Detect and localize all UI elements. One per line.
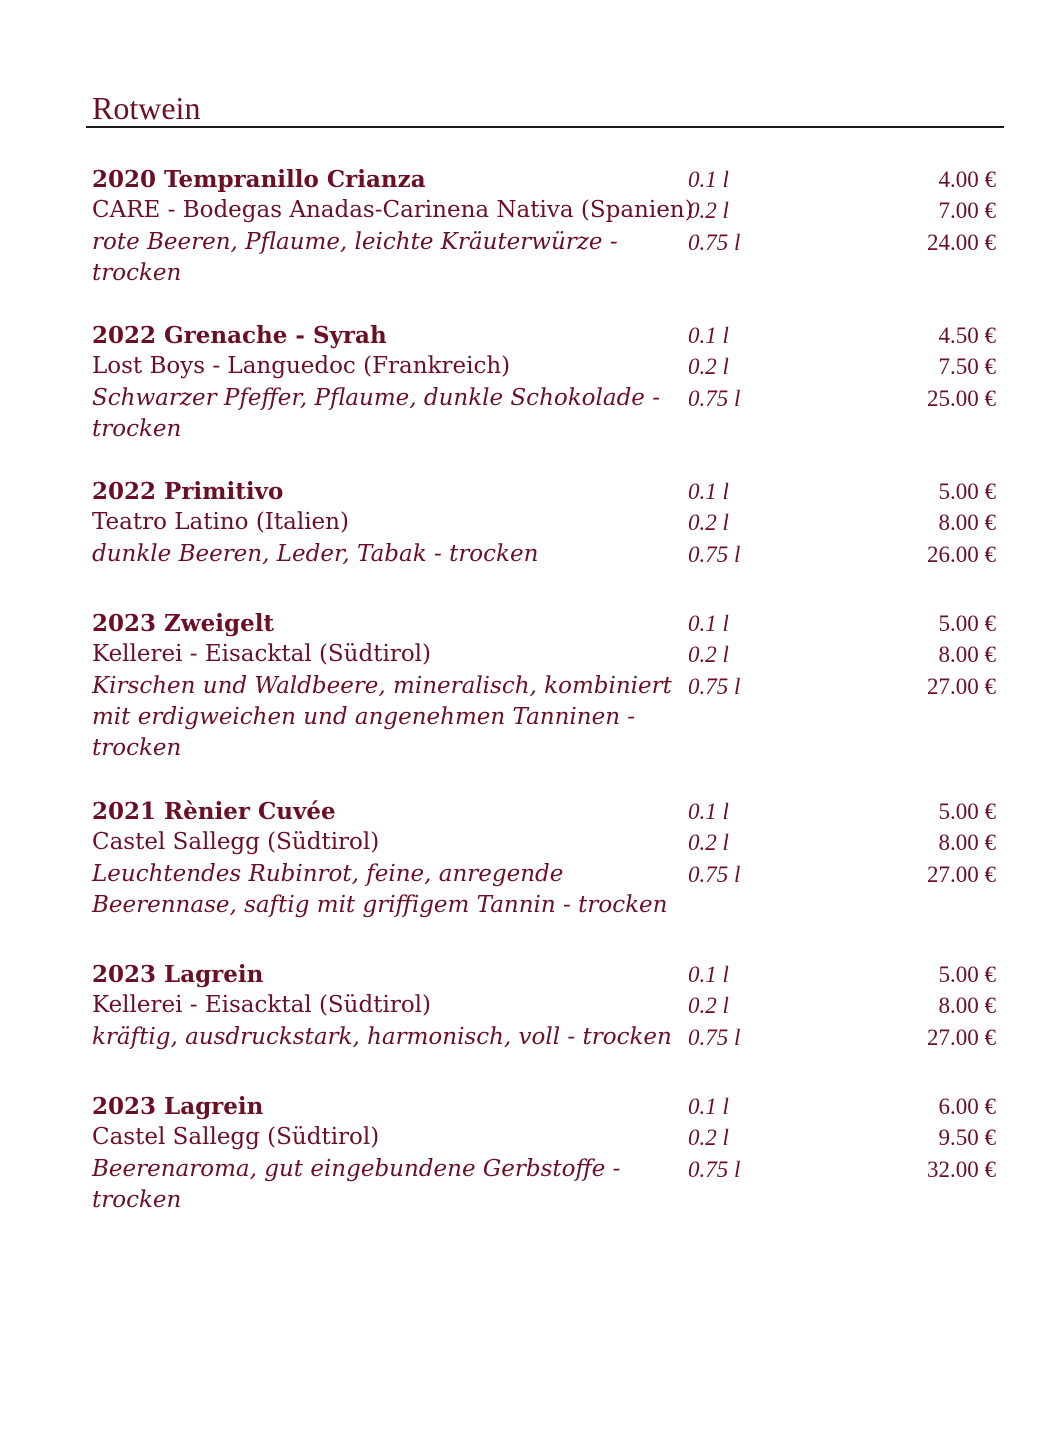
wine-sizes <box>688 796 740 890</box>
price-bottle: 27.00 € <box>927 1024 996 1050</box>
price-small: 5.00 € <box>938 962 996 987</box>
wine-entry <box>92 1091 1004 1247</box>
size-bottle: 0.75 l <box>688 861 741 887</box>
wine-prices <box>927 959 996 1053</box>
wine-entry <box>92 796 1004 959</box>
size-bottle: 0.75 l <box>688 541 741 567</box>
wine-prices <box>927 796 996 890</box>
price-small: 4.00 € <box>938 167 996 192</box>
size-small: 0.1 l <box>688 962 729 987</box>
size-bottle: 0.75 l <box>688 1156 741 1182</box>
price-medium: 8.00 € <box>938 993 996 1019</box>
size-medium: 0.2 l <box>688 1125 729 1151</box>
price-small: 5.00 € <box>938 479 996 504</box>
wine-description: Beerenaroma, gut eingebundene Gerbstoffe - trocken <box>92 1156 621 1213</box>
size-small: 0.1 l <box>688 1094 729 1119</box>
size-medium: 0.2 l <box>688 354 729 380</box>
wine-list <box>92 164 1004 1247</box>
wine-producer: Castel Sallegg (Südtirol) <box>92 1124 380 1150</box>
size-bottle: 0.75 l <box>688 385 741 411</box>
size-medium: 0.2 l <box>688 510 729 536</box>
wine-producer: CARE - Bodegas Anadas-Carinena Nativa (Spanien) <box>92 197 694 223</box>
wine-name: 2023 Zweigelt <box>92 610 275 637</box>
wine-sizes <box>688 164 740 258</box>
wine-prices <box>927 320 996 414</box>
wine-producer: Kellerei - Eisacktal (Südtirol) <box>92 641 431 667</box>
page-title: Rotwein <box>92 90 201 126</box>
wine-sizes <box>688 320 740 414</box>
price-bottle: 24.00 € <box>927 229 996 255</box>
size-small: 0.1 l <box>688 799 729 824</box>
wine-description: kräftig, ausdruckstark, harmonisch, voll - trocken <box>92 1024 672 1050</box>
wine-entry <box>92 608 1004 796</box>
size-small: 0.1 l <box>688 323 729 348</box>
size-bottle: 0.75 l <box>688 673 741 699</box>
price-bottle: 32.00 € <box>927 1156 996 1182</box>
wine-description: rote Beeren, Pflaume, leichte Kräuterwürze - trocken <box>92 229 618 286</box>
wine-description: Kirschen und Waldbeere, mineralisch, kombiniert mit erdigweichen und angenehmen Tanninen - trocken <box>92 673 672 761</box>
size-bottle: 0.75 l <box>688 229 741 255</box>
wine-prices <box>927 1091 996 1185</box>
wine-description: Schwarzer Pfeffer, Pflaume, dunkle Schokolade - trocken <box>92 385 660 442</box>
price-medium: 9.50 € <box>938 1125 996 1151</box>
wine-name: 2023 Lagrein <box>92 961 264 988</box>
wine-producer: Lost Boys - Languedoc (Frankreich) <box>92 353 511 379</box>
wine-prices <box>927 608 996 702</box>
wine-sizes <box>688 959 740 1053</box>
price-bottle: 27.00 € <box>927 673 996 699</box>
wine-entry <box>92 476 1004 608</box>
size-medium: 0.2 l <box>688 642 729 668</box>
wine-description: dunkle Beeren, Leder, Tabak - trocken <box>92 541 539 567</box>
price-small: 4.50 € <box>938 323 996 348</box>
price-small: 6.00 € <box>938 1094 996 1119</box>
wine-producer: Kellerei - Eisacktal (Südtirol) <box>92 992 431 1018</box>
wine-prices <box>927 476 996 570</box>
size-medium: 0.2 l <box>688 198 729 224</box>
wine-name: 2022 Primitivo <box>92 478 284 505</box>
title-divider <box>86 126 1004 128</box>
wine-producer: Teatro Latino (Italien) <box>92 509 349 535</box>
price-bottle: 27.00 € <box>927 861 996 887</box>
wine-name: 2021 Rènier Cuvée <box>92 798 336 825</box>
size-medium: 0.2 l <box>688 830 729 856</box>
price-bottle: 26.00 € <box>927 541 996 567</box>
wine-entry <box>92 320 1004 476</box>
wine-entry <box>92 164 1004 320</box>
size-medium: 0.2 l <box>688 993 729 1019</box>
size-small: 0.1 l <box>688 167 729 192</box>
wine-name: 2020 Tempranillo Crianza <box>92 166 426 193</box>
price-medium: 8.00 € <box>938 642 996 668</box>
wine-entry <box>92 959 1004 1091</box>
size-bottle: 0.75 l <box>688 1024 741 1050</box>
price-medium: 7.00 € <box>938 198 996 224</box>
price-small: 5.00 € <box>938 799 996 824</box>
size-small: 0.1 l <box>688 479 729 504</box>
price-medium: 7.50 € <box>938 354 996 380</box>
price-bottle: 25.00 € <box>927 385 996 411</box>
wine-sizes <box>688 476 740 570</box>
wine-producer: Castel Sallegg (Südtirol) <box>92 829 380 855</box>
wine-prices <box>927 164 996 258</box>
price-medium: 8.00 € <box>938 510 996 536</box>
wine-name: 2023 Lagrein <box>92 1093 264 1120</box>
wine-sizes <box>688 608 740 702</box>
price-medium: 8.00 € <box>938 830 996 856</box>
price-small: 5.00 € <box>938 611 996 636</box>
wine-sizes <box>688 1091 740 1185</box>
wine-name: 2022 Grenache - Syrah <box>92 322 387 349</box>
wine-description: Leuchtendes Rubinrot, feine, anregende Beerennase, saftig mit griffigem Tannin - trocken <box>92 861 668 918</box>
size-small: 0.1 l <box>688 611 729 636</box>
